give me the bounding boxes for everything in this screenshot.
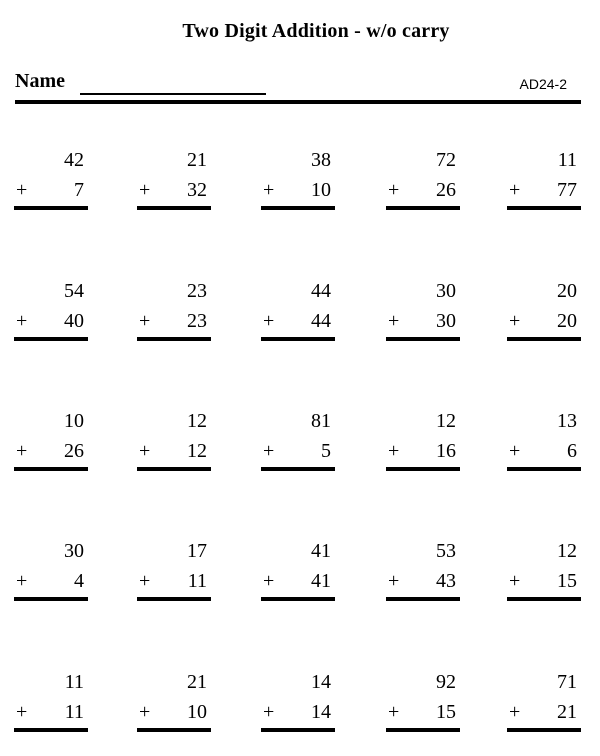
plus-sign: + xyxy=(16,570,28,592)
addition-problem xyxy=(137,279,211,345)
plus-sign: + xyxy=(16,701,28,723)
bottom-addend: 77 xyxy=(557,179,577,201)
answer-line xyxy=(14,597,88,601)
plus-sign: + xyxy=(263,701,275,723)
addition-problem xyxy=(261,279,335,345)
addition-problem xyxy=(14,279,88,345)
addition-problem xyxy=(14,148,88,214)
answer-line xyxy=(137,337,211,341)
bottom-addend: 11 xyxy=(187,570,207,592)
name-write-in-line[interactable] xyxy=(80,93,266,95)
addition-problem xyxy=(137,148,211,214)
bottom-addend: 7 xyxy=(74,179,84,201)
answer-line xyxy=(507,467,581,471)
top-addend: 21 xyxy=(187,671,207,693)
plus-sign: + xyxy=(16,310,28,332)
plus-sign: + xyxy=(263,570,275,592)
worksheet-code: AD24-2 xyxy=(519,76,567,92)
top-addend: 11 xyxy=(557,149,577,171)
top-addend: 81 xyxy=(311,410,331,432)
answer-line xyxy=(507,337,581,341)
plus-sign: + xyxy=(388,179,400,201)
answer-line xyxy=(137,206,211,210)
addition-problem xyxy=(261,409,335,475)
top-addend: 72 xyxy=(436,149,456,171)
addition-problem xyxy=(507,148,581,214)
worksheet-title: Two Digit Addition - w/o carry xyxy=(182,20,450,42)
bottom-addend: 10 xyxy=(187,701,207,723)
bottom-addend: 12 xyxy=(187,440,207,462)
answer-line xyxy=(14,467,88,471)
addition-problem xyxy=(386,148,460,214)
addition-problem xyxy=(507,670,581,736)
bottom-addend: 10 xyxy=(311,179,331,201)
answer-line xyxy=(14,728,88,732)
bottom-addend: 26 xyxy=(436,179,456,201)
answer-line xyxy=(507,597,581,601)
top-addend: 30 xyxy=(436,280,456,302)
top-addend: 44 xyxy=(311,280,331,302)
plus-sign: + xyxy=(139,310,151,332)
top-addend: 42 xyxy=(64,149,84,171)
name-label: Name xyxy=(15,70,65,92)
answer-line xyxy=(386,728,460,732)
bottom-addend: 40 xyxy=(64,310,84,332)
bottom-addend: 15 xyxy=(557,570,577,592)
top-addend: 71 xyxy=(557,671,577,693)
bottom-addend: 23 xyxy=(187,310,207,332)
plus-sign: + xyxy=(16,440,28,462)
answer-line xyxy=(261,337,335,341)
bottom-addend: 16 xyxy=(436,440,456,462)
bottom-addend: 6 xyxy=(567,440,577,462)
plus-sign: + xyxy=(263,179,275,201)
answer-line xyxy=(137,728,211,732)
addition-problem xyxy=(386,670,460,736)
top-addend: 92 xyxy=(436,671,456,693)
addition-problem xyxy=(507,539,581,605)
top-addend: 10 xyxy=(64,410,84,432)
bottom-addend: 4 xyxy=(74,570,84,592)
plus-sign: + xyxy=(509,179,521,201)
plus-sign: + xyxy=(509,440,521,462)
bottom-addend: 43 xyxy=(436,570,456,592)
bottom-addend: 30 xyxy=(436,310,456,332)
answer-line xyxy=(14,337,88,341)
answer-line xyxy=(261,206,335,210)
plus-sign: + xyxy=(388,701,400,723)
answer-line xyxy=(14,206,88,210)
plus-sign: + xyxy=(388,570,400,592)
name-row xyxy=(15,70,581,100)
answer-line xyxy=(137,467,211,471)
answer-line xyxy=(386,467,460,471)
bottom-addend: 26 xyxy=(64,440,84,462)
bottom-addend: 11 xyxy=(64,701,84,723)
top-addend: 12 xyxy=(557,540,577,562)
addition-problem xyxy=(261,539,335,605)
bottom-addend: 41 xyxy=(311,570,331,592)
plus-sign: + xyxy=(139,179,151,201)
addition-problem xyxy=(386,539,460,605)
bottom-addend: 44 xyxy=(311,310,331,332)
top-addend: 17 xyxy=(187,540,207,562)
bottom-addend: 20 xyxy=(557,310,577,332)
addition-problem xyxy=(386,279,460,345)
plus-sign: + xyxy=(139,701,151,723)
top-addend: 30 xyxy=(64,540,84,562)
addition-problem xyxy=(507,409,581,475)
addition-problem xyxy=(261,670,335,736)
top-addend: 21 xyxy=(187,149,207,171)
answer-line xyxy=(507,728,581,732)
top-addend: 23 xyxy=(187,280,207,302)
bottom-addend: 15 xyxy=(436,701,456,723)
top-addend: 20 xyxy=(557,280,577,302)
plus-sign: + xyxy=(509,310,521,332)
top-addend: 13 xyxy=(557,410,577,432)
plus-sign: + xyxy=(388,440,400,462)
addition-problem xyxy=(137,670,211,736)
answer-line xyxy=(507,206,581,210)
answer-line xyxy=(137,597,211,601)
addition-problem xyxy=(137,409,211,475)
plus-sign: + xyxy=(16,179,28,201)
top-addend: 11 xyxy=(64,671,84,693)
answer-line xyxy=(386,337,460,341)
top-addend: 38 xyxy=(311,149,331,171)
answer-line xyxy=(386,206,460,210)
addition-problem xyxy=(14,670,88,736)
addition-problem xyxy=(386,409,460,475)
plus-sign: + xyxy=(388,310,400,332)
top-addend: 12 xyxy=(436,410,456,432)
top-addend: 54 xyxy=(64,280,84,302)
top-addend: 53 xyxy=(436,540,456,562)
top-addend: 12 xyxy=(187,410,207,432)
addition-problem xyxy=(137,539,211,605)
plus-sign: + xyxy=(139,570,151,592)
plus-sign: + xyxy=(139,440,151,462)
bottom-addend: 14 xyxy=(311,701,331,723)
bottom-addend: 21 xyxy=(557,701,577,723)
plus-sign: + xyxy=(509,701,521,723)
answer-line xyxy=(386,597,460,601)
bottom-addend: 32 xyxy=(187,179,207,201)
answer-line xyxy=(261,597,335,601)
addition-problem xyxy=(14,539,88,605)
plus-sign: + xyxy=(263,310,275,332)
top-addend: 41 xyxy=(311,540,331,562)
addition-problem xyxy=(261,148,335,214)
answer-line xyxy=(261,728,335,732)
bottom-addend: 5 xyxy=(321,440,331,462)
plus-sign: + xyxy=(509,570,521,592)
header-divider xyxy=(15,100,581,104)
answer-line xyxy=(261,467,335,471)
addition-problem xyxy=(14,409,88,475)
plus-sign: + xyxy=(263,440,275,462)
addition-problem xyxy=(507,279,581,345)
top-addend: 14 xyxy=(311,671,331,693)
